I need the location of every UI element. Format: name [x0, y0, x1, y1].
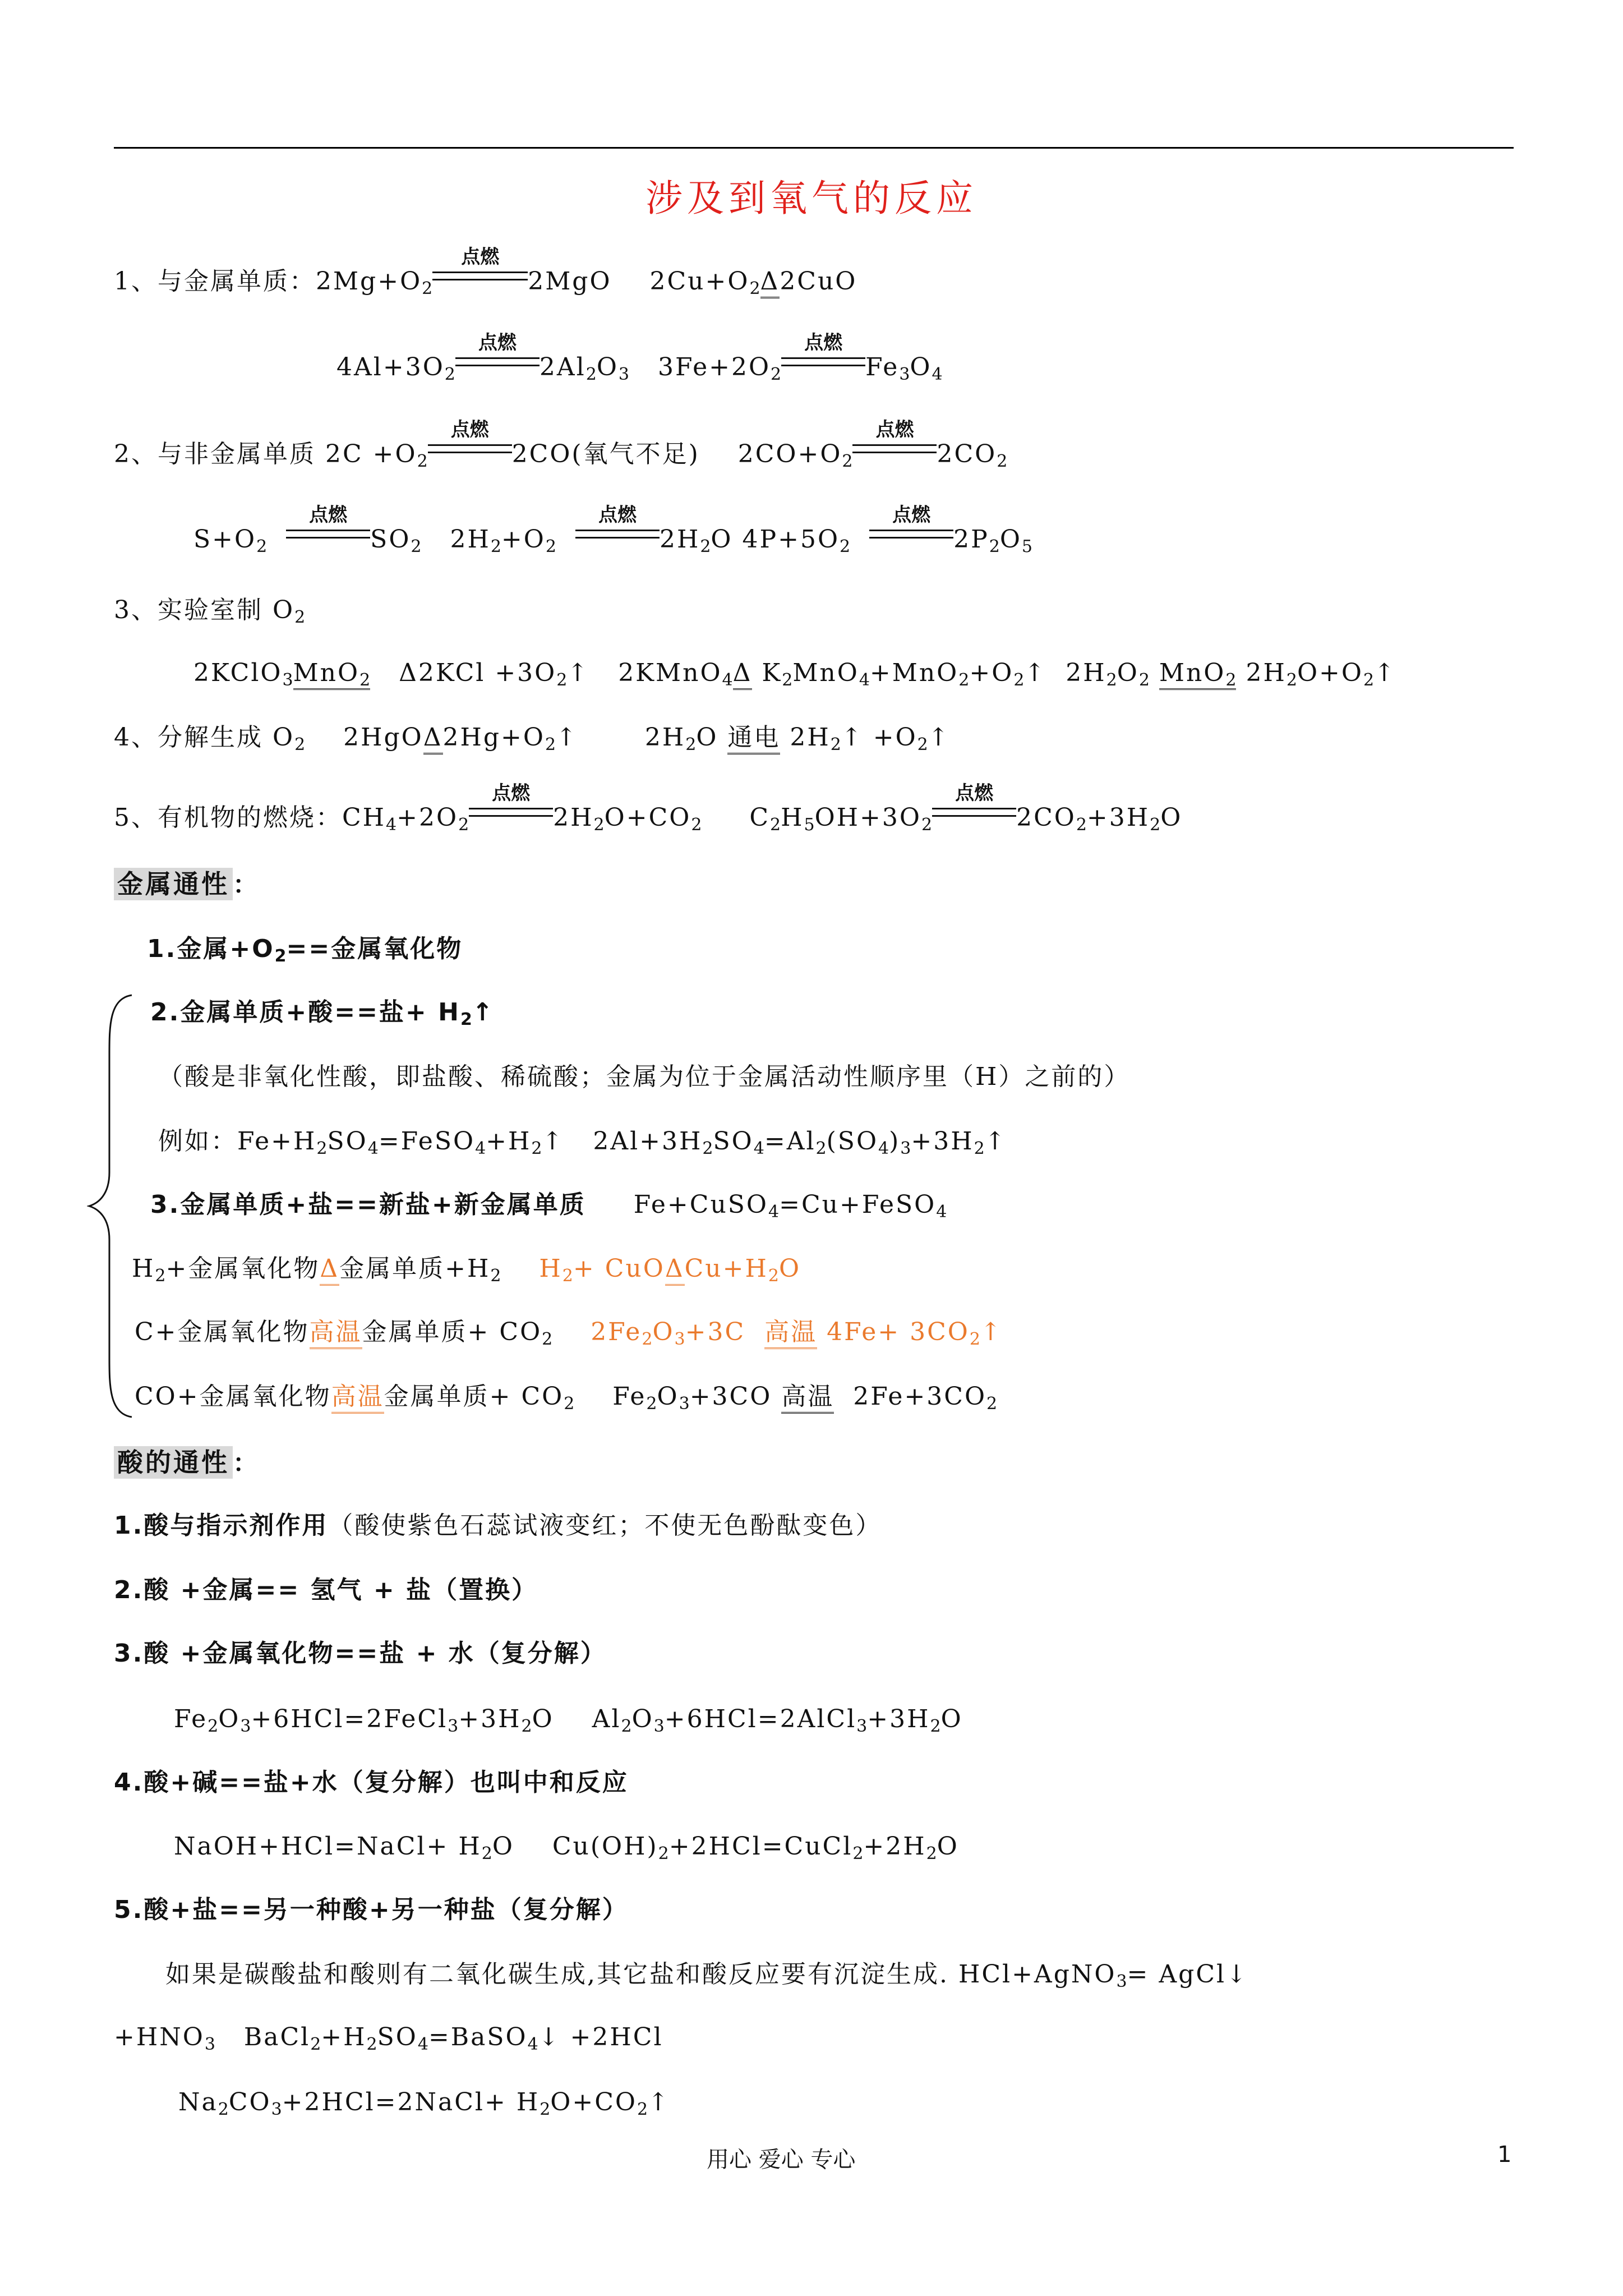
acid-property-5-line-2: $+HNO_3$ $BaCl_2+H_2SO_4=BaSO_4↓ +2HCl$ [114, 2023, 663, 2054]
left-brace-icon [87, 993, 137, 1419]
header-rule [114, 147, 1514, 149]
section-1-line-2: $4Al+3O_2$ 点燃 $2Al_2O_3$ $3Fe+2O_2$ 点燃 $Fe_3O_4$ [336, 332, 943, 384]
section-5-line: 5、有机物的燃烧：$CH_4+2O_2$ 点燃 $2H_2O+CO_2$ $C_2H_5OH+3O_2$ 点燃 $2CO_2+3H_2O$ [114, 782, 1183, 835]
metal-carbon-reduction: C+金属氧化物高温金属单质+ $CO_2$ $2Fe_2O_3+3C$ 高温 $4Fe+ 3CO_2↑$ [135, 1318, 1003, 1349]
metal-co-reduction: CO+金属氧化物高温金属单质+ $CO_2$ $Fe_2O_3+3CO$ 高温 $2Fe+3CO_2$ [135, 1382, 998, 1414]
acid-property-1: 1.酸与指示剂作用（酸使紫色石蕊试液变红；不使无色酚酞变色） [114, 1511, 882, 1540]
page-title: 涉及到氧气的反应 [645, 177, 978, 220]
acid-heading: 酸的通性 ： [114, 1446, 259, 1480]
metal-property-2-example: 例如：$Fe+H_2SO_4=FeSO_4+H_2↑$ $2Al+3H_2SO_4=Al_2(SO_4)_3+3H_2↑$ [158, 1127, 1007, 1158]
acid-property-4: 4.酸+碱==盐+水（复分解）也叫中和反应 [114, 1768, 629, 1797]
metal-property-3: 3.金属单质+盐==新盐+新金属单质 Fe+CuSO$_4$=Cu+FeSO$_4$ [150, 1190, 947, 1222]
acid-property-5-note: 如果是碳酸盐和酸则有二氧化碳生成,其它盐和酸反应要有沉淀生成. HCl+AgNO$_3$= AgCl↓ [165, 1960, 1248, 1991]
section-3-reactions: 2KClO$_3$MnO$_2$ $\Delta 2KCl +3O_2↑$ 2KMnO$_4$Δ $K_2MnO_4+MnO_2+O_2↑$ $2H_2O_2$ MnO$_2$ $2H_2O+O_2↑$ [193, 659, 1396, 690]
acid-property-3: 3.酸 +金属氧化物==盐 + 水（复分解） [114, 1639, 607, 1668]
metal-property-2: 2.金属单质+酸==盐+ $H_2↑$ [150, 998, 495, 1029]
section-2-line-1: 2、与非金属单质 $2C +O_2$ 点燃 2CO(氧气不足) $2CO+O_2$ 点燃 $2CO_2$ [114, 418, 1008, 471]
metal-property-2-note: （酸是非氧化性酸，即盐酸、稀硫酸；金属为位于金属活动性顺序里（H）之前的） [158, 1062, 1131, 1091]
page-number: 1 [1497, 2142, 1512, 2168]
acid-property-4-example: NaOH+HCl=NaCl+ $H_2O$ $Cu(OH)_2+2HCl=CuCl_2+2H_2O$ [174, 1832, 959, 1864]
metal-property-1: 1.金属$+O_2==$金属氧化物 [147, 935, 463, 966]
section-4-line: 4、分解生成 $O_2$ $2HgO\Delta 2Hg+O_2↑$ $2H_2O$ 通电 $2H_2↑$ $+O_2↑$ [114, 723, 951, 754]
section-2-line-2: $S+O_2$ 点燃 $SO_2$ $2H_2+O_2$ 点燃 $2H_2O$ $4P+5O_2$ 点燃 $2P_2O_5$ [193, 504, 1032, 556]
acid-property-3-example: $Fe_2O_3+6HCl=2FeCl_3+3H_2O$ $Al_2O_3+6HCl=2AlCl_3+3H_2O$ [174, 1705, 963, 1736]
acid-property-2: 2.酸 +金属== 氢气 + 盐（置换） [114, 1576, 538, 1604]
metal-heading: 金属通性 ： [114, 867, 259, 902]
section-1-line-1: 1、与金属单质：$2Mg+O_2$ 点燃 2MgO $2Cu+O_2\Delta 2CuO$ [114, 246, 857, 298]
acid-property-5: 5.酸+盐==另一种酸+另一种盐（复分解） [114, 1895, 629, 1924]
metal-hydrogen-reduction: $H_2+$金属氧化物Δ金属单质$+H_2$ $H_2+ CuO\Delta Cu+H_2O$ [132, 1254, 801, 1286]
section-3-label: 3、实验室制 $O_2$ [114, 596, 306, 627]
footer-slogan: 用心 爱心 专心 [707, 2147, 856, 2173]
acid-property-5-line-3: $Na_2CO_3+2HCl=2NaCl+$ $H_2O+CO_2↑$ [178, 2088, 670, 2119]
